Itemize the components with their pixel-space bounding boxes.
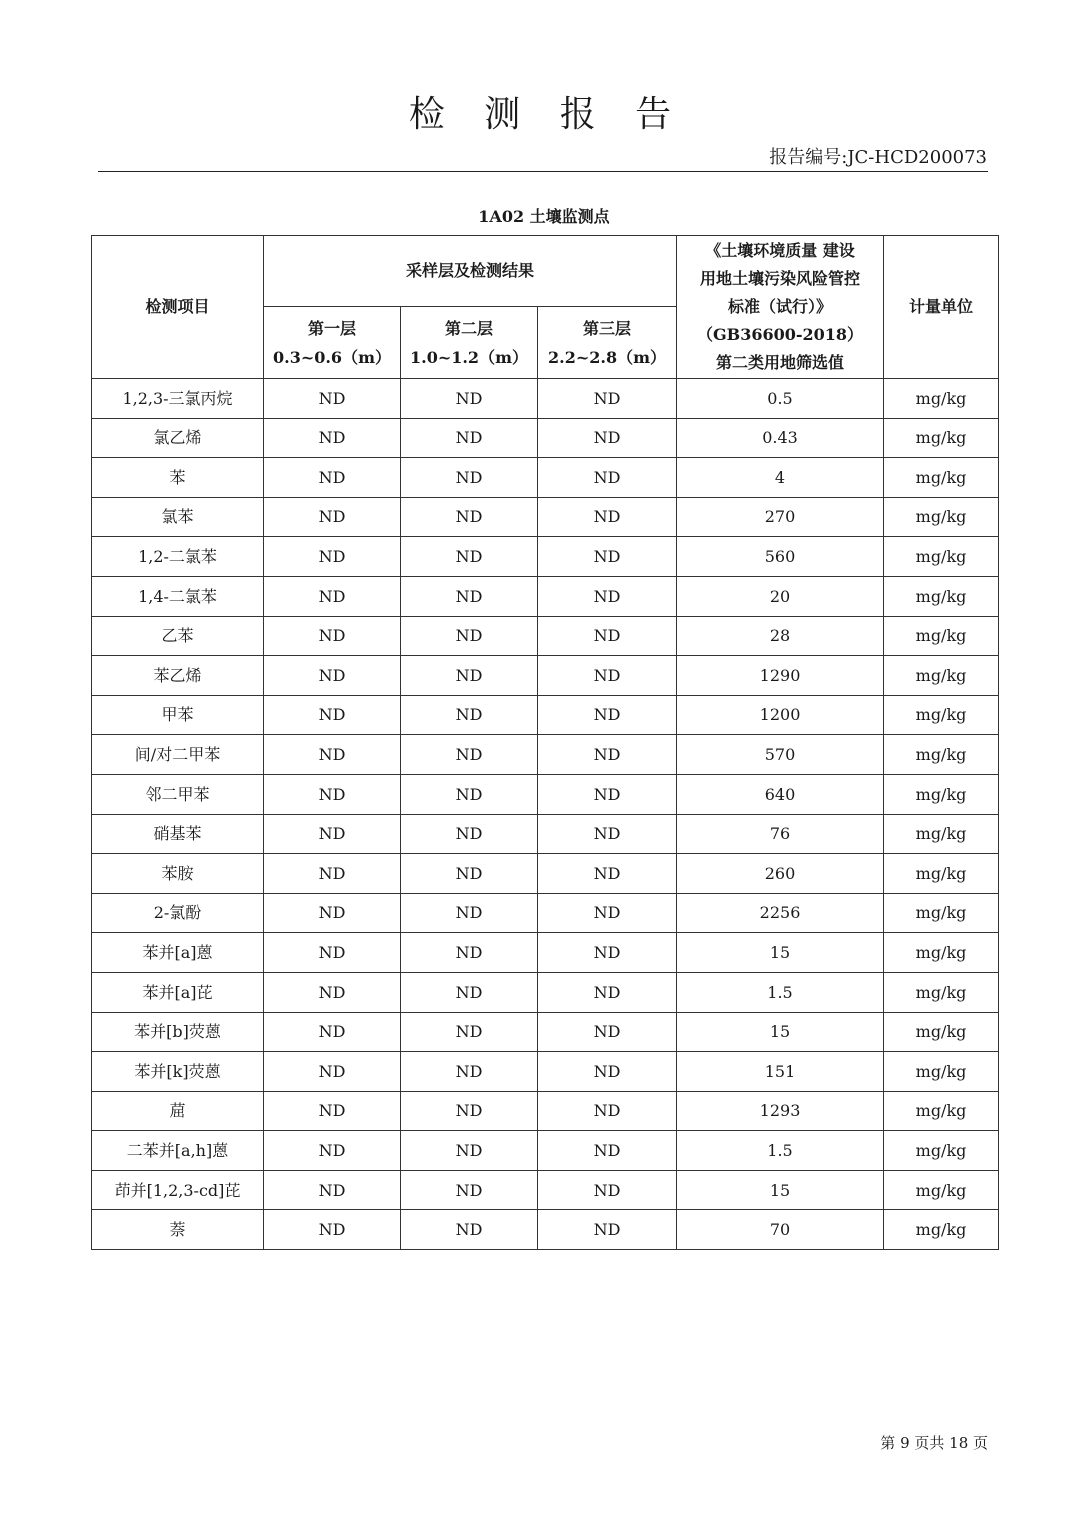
cell-standard: 260 (677, 854, 884, 894)
table-row (92, 418, 999, 458)
cell-unit: mg/kg (884, 814, 999, 854)
cell-layer-3: ND (538, 379, 677, 419)
cell-layer-2: ND (401, 537, 538, 577)
table-row (92, 933, 999, 973)
cell-layer-1: ND (264, 854, 401, 894)
cell-layer-3: ND (538, 695, 677, 735)
cell-standard: 15 (677, 1012, 884, 1052)
cell-unit: mg/kg (884, 1170, 999, 1210)
cell-unit: mg/kg (884, 893, 999, 933)
cell-item: 氯苯 (92, 497, 264, 537)
report-number: 报告编号:JC-HCD200073 (769, 147, 987, 168)
table-caption: 1A02 土壤监测点 (478, 207, 610, 226)
cell-layer-2: ND (401, 972, 538, 1012)
cell-standard: 20 (677, 576, 884, 616)
table-row (92, 1131, 999, 1171)
cell-layer-3: ND (538, 854, 677, 894)
cell-item: 苯乙烯 (92, 656, 264, 696)
cell-item: 茚并[1,2,3-cd]芘 (92, 1170, 264, 1210)
cell-layer-1: ND (264, 1210, 401, 1250)
cell-layer-1: ND (264, 972, 401, 1012)
cell-unit: mg/kg (884, 774, 999, 814)
cell-layer-1: ND (264, 1012, 401, 1052)
cell-layer-2: ND (401, 854, 538, 894)
standard-line: 第二类用地筛选值 (716, 353, 845, 372)
cell-layer-2: ND (401, 933, 538, 973)
cell-item: 苯胺 (92, 854, 264, 894)
cell-layer-3: ND (538, 576, 677, 616)
cell-layer-1: ND (264, 537, 401, 577)
cell-standard: 1.5 (677, 1131, 884, 1171)
cell-layer-2: ND (401, 576, 538, 616)
cell-standard: 1293 (677, 1091, 884, 1131)
layer-depth: 2.2~2.8（m） (548, 347, 667, 367)
cell-standard: 0.5 (677, 379, 884, 419)
cell-item: 萘 (92, 1210, 264, 1250)
cell-layer-2: ND (401, 695, 538, 735)
layer-depth: 1.0~1.2（m） (409, 347, 528, 367)
cell-unit: mg/kg (884, 854, 999, 894)
cell-unit: mg/kg (884, 1210, 999, 1250)
cell-layer-1: ND (264, 458, 401, 498)
table-row (92, 893, 999, 933)
cell-standard: 0.43 (677, 418, 884, 458)
cell-item: 䓛 (92, 1091, 264, 1131)
table-row (92, 656, 999, 696)
cell-item: 2-氯酚 (92, 893, 264, 933)
cell-layer-3: ND (538, 1170, 677, 1210)
layer-name: 第二层 (444, 318, 493, 338)
cell-layer-1: ND (264, 418, 401, 458)
layer-depth: 0.3~0.6（m） (272, 347, 391, 367)
cell-item: 邻二甲苯 (92, 774, 264, 814)
cell-layer-2: ND (401, 814, 538, 854)
cell-unit: mg/kg (884, 497, 999, 537)
cell-layer-3: ND (538, 458, 677, 498)
cell-layer-2: ND (401, 497, 538, 537)
table-row (92, 735, 999, 775)
cell-layer-1: ND (264, 379, 401, 419)
standard-line: 《土壤环境质量 建设 (705, 241, 855, 260)
header-item: 检测项目 (92, 236, 264, 379)
table-row (92, 458, 999, 498)
table-row (92, 537, 999, 577)
cell-unit: mg/kg (884, 1012, 999, 1052)
cell-layer-3: ND (538, 1012, 677, 1052)
table-row (92, 1170, 999, 1210)
cell-item: 1,4-二氯苯 (92, 576, 264, 616)
cell-layer-3: ND (538, 1052, 677, 1092)
cell-layer-3: ND (538, 656, 677, 696)
table-row (92, 616, 999, 656)
table-row (92, 576, 999, 616)
cell-layer-2: ND (401, 1170, 538, 1210)
table-row (92, 379, 999, 419)
page-number: 第 9 页共 18 页 (880, 1434, 988, 1452)
cell-unit: mg/kg (884, 1091, 999, 1131)
cell-unit: mg/kg (884, 576, 999, 616)
cell-layer-1: ND (264, 893, 401, 933)
cell-layer-2: ND (401, 616, 538, 656)
table-row (92, 1091, 999, 1131)
cell-layer-1: ND (264, 933, 401, 973)
cell-layer-2: ND (401, 1210, 538, 1250)
cell-layer-1: ND (264, 616, 401, 656)
cell-unit: mg/kg (884, 458, 999, 498)
cell-standard: 28 (677, 616, 884, 656)
cell-layer-1: ND (264, 1091, 401, 1131)
table-body (92, 379, 999, 1250)
cell-layer-2: ND (401, 458, 538, 498)
header-layer-group: 采样层及检测结果 (264, 236, 677, 307)
cell-standard: 151 (677, 1052, 884, 1092)
cell-layer-2: ND (401, 656, 538, 696)
cell-standard: 640 (677, 774, 884, 814)
header-layer-1 (264, 307, 401, 379)
cell-standard: 15 (677, 933, 884, 973)
cell-standard: 76 (677, 814, 884, 854)
cell-layer-1: ND (264, 576, 401, 616)
header-unit: 计量单位 (884, 236, 999, 379)
cell-layer-1: ND (264, 735, 401, 775)
cell-layer-3: ND (538, 537, 677, 577)
cell-standard: 70 (677, 1210, 884, 1250)
cell-unit: mg/kg (884, 656, 999, 696)
cell-item: 乙苯 (92, 616, 264, 656)
cell-layer-3: ND (538, 814, 677, 854)
cell-unit: mg/kg (884, 972, 999, 1012)
cell-unit: mg/kg (884, 1131, 999, 1171)
cell-standard: 15 (677, 1170, 884, 1210)
header-layer-2 (401, 307, 538, 379)
cell-standard: 4 (677, 458, 884, 498)
standard-line: （GB36600-2018） (697, 325, 864, 344)
cell-item: 苯并[a]芘 (92, 972, 264, 1012)
cell-layer-3: ND (538, 1210, 677, 1250)
cell-layer-3: ND (538, 418, 677, 458)
cell-layer-3: ND (538, 1091, 677, 1131)
cell-layer-2: ND (401, 379, 538, 419)
table-row (92, 1012, 999, 1052)
cell-layer-2: ND (401, 1052, 538, 1092)
cell-unit: mg/kg (884, 695, 999, 735)
results-table (91, 235, 999, 1250)
cell-layer-2: ND (401, 893, 538, 933)
cell-layer-3: ND (538, 774, 677, 814)
table-row (92, 854, 999, 894)
cell-layer-3: ND (538, 616, 677, 656)
standard-line: 用地土壤污染风险管控 (700, 269, 861, 288)
cell-standard: 570 (677, 735, 884, 775)
cell-item: 1,2,3-三氯丙烷 (92, 379, 264, 419)
cell-layer-3: ND (538, 735, 677, 775)
cell-layer-1: ND (264, 1131, 401, 1171)
header-layer-3 (538, 307, 677, 379)
cell-layer-3: ND (538, 497, 677, 537)
table-row (92, 972, 999, 1012)
cell-layer-3: ND (538, 893, 677, 933)
cell-layer-1: ND (264, 656, 401, 696)
cell-item: 苯 (92, 458, 264, 498)
cell-layer-1: ND (264, 1052, 401, 1092)
cell-unit: mg/kg (884, 379, 999, 419)
cell-standard: 1.5 (677, 972, 884, 1012)
cell-unit: mg/kg (884, 418, 999, 458)
cell-unit: mg/kg (884, 1052, 999, 1092)
cell-layer-2: ND (401, 1091, 538, 1131)
report-title: 检 测 报 告 (408, 94, 686, 135)
cell-layer-2: ND (401, 1012, 538, 1052)
layer-name: 第三层 (583, 318, 632, 338)
cell-standard: 1290 (677, 656, 884, 696)
cell-item: 苯并[b]荧蒽 (92, 1012, 264, 1052)
table-row (92, 814, 999, 854)
cell-unit: mg/kg (884, 933, 999, 973)
cell-item: 二苯并[a,h]蒽 (92, 1131, 264, 1171)
cell-item: 氯乙烯 (92, 418, 264, 458)
cell-layer-1: ND (264, 695, 401, 735)
cell-item: 苯并[k]荧蒽 (92, 1052, 264, 1092)
cell-item: 甲苯 (92, 695, 264, 735)
table-row (92, 695, 999, 735)
cell-layer-2: ND (401, 418, 538, 458)
cell-item: 间/对二甲苯 (92, 735, 264, 775)
cell-layer-2: ND (401, 774, 538, 814)
table-row (92, 1052, 999, 1092)
cell-layer-1: ND (264, 814, 401, 854)
layer-name: 第一层 (307, 318, 356, 338)
cell-standard: 2256 (677, 893, 884, 933)
cell-unit: mg/kg (884, 735, 999, 775)
cell-item: 1,2-二氯苯 (92, 537, 264, 577)
standard-line: 标准（试行）》 (728, 297, 833, 316)
cell-item: 硝基苯 (92, 814, 264, 854)
cell-standard: 1200 (677, 695, 884, 735)
header-divider (98, 171, 988, 172)
cell-layer-1: ND (264, 497, 401, 537)
cell-layer-3: ND (538, 1131, 677, 1171)
cell-unit: mg/kg (884, 616, 999, 656)
cell-layer-2: ND (401, 735, 538, 775)
table-row (92, 774, 999, 814)
cell-standard: 270 (677, 497, 884, 537)
table-row (92, 1210, 999, 1250)
cell-unit: mg/kg (884, 537, 999, 577)
cell-layer-2: ND (401, 1131, 538, 1171)
cell-standard: 560 (677, 537, 884, 577)
cell-layer-1: ND (264, 774, 401, 814)
header-standard (677, 236, 884, 379)
cell-item: 苯并[a]蒽 (92, 933, 264, 973)
cell-layer-1: ND (264, 1170, 401, 1210)
cell-layer-3: ND (538, 972, 677, 1012)
table-row (92, 497, 999, 537)
cell-layer-3: ND (538, 933, 677, 973)
